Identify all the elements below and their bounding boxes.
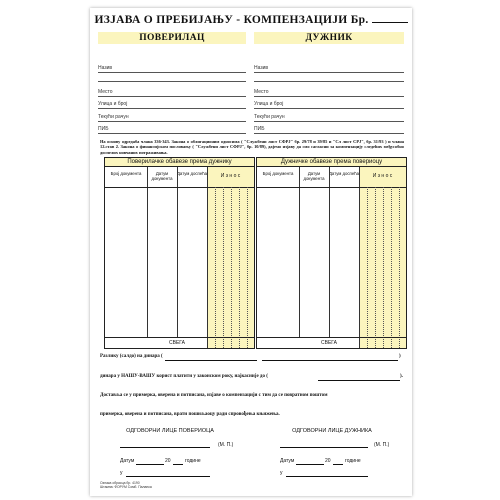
footer-form-code: Ознака обрасца бр. 4190	[100, 481, 140, 485]
creditor-total-label: СВЕГА	[169, 340, 185, 346]
footer-printer: Штампа: ФОРУМ Сомб. Паланка	[100, 485, 152, 489]
debtor-date-label: Датум	[280, 458, 295, 464]
debtor-year-suffix: године	[345, 458, 361, 464]
creditor-header: ПОВЕРИЛАЦ	[98, 32, 246, 44]
creditor-street-label: Улица и број	[98, 101, 128, 107]
creditor-dotted-2	[223, 187, 224, 348]
payment-deadline-blank[interactable]	[318, 380, 400, 381]
debtor-header: ДУЖНИК	[254, 32, 404, 44]
creditor-name-line[interactable]	[98, 72, 246, 73]
creditor-table-title: Поверилачке обавезе према дужнику	[105, 158, 254, 167]
creditor-divider-3	[207, 167, 208, 348]
legal-text: На основу одредаба члана 336-343. Закона о облигационим односима ( "Службени лист СФРЈ" бр. 29/78 и 39/85 и "Сл лист СРЈ", бр. 31/93 ) и члана 12.став 2. Закона о финансијском пословању ( "Службени лист СФРЈ", бр. 10/89), дајемо изјаву да смо сагласни за компензацију следећих међусобно доспелих новчаних потраживања.	[100, 139, 404, 155]
form-title	[90, 14, 412, 26]
debtor-total-label: СВЕГА	[321, 340, 337, 346]
creditor-date-label: Датум	[120, 458, 135, 464]
creditor-col-amount: И з н о с	[220, 173, 241, 179]
creditor-col-doc: Број документа	[110, 171, 142, 176]
debtor-place-blank[interactable]	[286, 476, 368, 477]
debtor-street-line[interactable]	[254, 108, 404, 109]
creditor-dotted-1	[215, 187, 216, 348]
debtor-col-doc: Број документа	[262, 171, 294, 176]
debtor-account-line[interactable]	[254, 121, 404, 122]
creditor-signatory-title: ОДГОВОРНИ ЛИЦЕ ПОВЕРИОЦА	[126, 428, 214, 434]
debtor-city-line[interactable]	[254, 96, 404, 97]
form-title-text: ИЗЈАВА О ПРЕБИЈАЊУ - КОМПЕНЗАЦИЈИ Бр.	[94, 14, 369, 26]
payment-line: динара у НАШУ-ВАШУ корист платити у законском року, најкасније до (	[100, 374, 268, 379]
form-number-blank[interactable]	[372, 22, 408, 23]
debtor-col-date: Датум документа	[303, 171, 325, 181]
creditor-place-label: у	[120, 470, 123, 476]
debtor-divider-1	[299, 167, 300, 337]
creditor-name-line-2[interactable]	[98, 81, 246, 82]
debtor-year-label: 20	[325, 458, 331, 464]
debtor-account-label: Текући рачун	[254, 114, 285, 120]
balance-close-paren: )	[399, 354, 401, 359]
creditor-divider-1	[147, 167, 148, 337]
debtor-signature-line[interactable]	[280, 447, 368, 448]
balance-words-blank[interactable]	[262, 360, 398, 361]
debtor-name-line-2[interactable]	[254, 81, 404, 82]
debtor-place-label: у	[280, 470, 283, 476]
creditor-place-blank[interactable]	[126, 476, 210, 477]
debtor-date-blank[interactable]	[296, 464, 324, 465]
debtor-year-blank[interactable]	[333, 464, 343, 465]
creditor-year-blank[interactable]	[173, 464, 183, 465]
payment-close: ).	[400, 374, 403, 379]
creditor-date-blank[interactable]	[136, 464, 164, 465]
debtor-col-amount: И з н о с	[372, 173, 393, 179]
debtor-city-label: Место	[254, 89, 269, 95]
creditor-city-label: Место	[98, 89, 113, 95]
creditor-col-due: Датум доспећа	[177, 171, 208, 176]
debtor-signatory-title: ОДГОВОРНИ ЛИЦЕ ДУЖНИКА	[292, 428, 372, 434]
debtor-divider-3	[359, 167, 360, 348]
debtor-pib-label: ПИБ	[254, 126, 265, 132]
debtor-col-due: Датум доспећа	[329, 171, 360, 176]
creditor-dotted-3	[231, 187, 232, 348]
balance-line-label: Разлику (салдо) на динара (	[100, 354, 163, 359]
debtor-name-line[interactable]	[254, 72, 404, 73]
form-sheet	[90, 8, 412, 496]
debtor-dotted-1	[367, 187, 368, 348]
creditor-stamp: (М. П.)	[218, 442, 234, 448]
creditor-street-line[interactable]	[98, 108, 246, 109]
form-footer	[100, 481, 152, 489]
delivery-line: Доставља се у примерка, оверена и потписана, изјаве о компензацији с тим да се повратном поштом	[100, 393, 328, 398]
creditor-col-date: Датум документа	[151, 171, 173, 181]
debtor-dotted-5	[399, 187, 400, 348]
creditor-year-suffix: године	[185, 458, 201, 464]
debtor-dotted-3	[383, 187, 384, 348]
debtor-pib-line[interactable]	[254, 133, 404, 134]
creditor-pib-label: ПИБ	[98, 126, 109, 132]
debtor-street-label: Улица и број	[254, 101, 284, 107]
creditor-city-line[interactable]	[98, 96, 246, 97]
debtor-obligations-table	[256, 157, 407, 349]
debtor-dotted-4	[391, 187, 392, 348]
debtor-name-label: Назив	[254, 65, 269, 71]
creditor-total-rule	[105, 337, 254, 338]
creditor-account-line[interactable]	[98, 121, 246, 122]
debtor-dotted-2	[375, 187, 376, 348]
creditor-pib-line[interactable]	[98, 133, 246, 134]
creditor-dotted-4	[239, 187, 240, 348]
creditor-dotted-5	[247, 187, 248, 348]
balance-amount-blank[interactable]	[165, 360, 257, 361]
creditor-obligations-table	[104, 157, 255, 349]
creditor-name-label: Назив	[98, 65, 113, 71]
debtor-divider-2	[329, 167, 330, 337]
creditor-divider-2	[177, 167, 178, 337]
debtor-stamp: (М. П.)	[374, 442, 390, 448]
creditor-year-label: 20	[165, 458, 171, 464]
debtor-table-title: Дужничке обавезе према повериоцу	[257, 158, 406, 167]
creditor-signature-line[interactable]	[120, 447, 210, 448]
debtor-total-rule	[257, 337, 406, 338]
creditor-account-label: Текући рачун	[98, 114, 129, 120]
return-line: примерка, оверена и потписана, врати пошиљаоцу ради спровођења књижења.	[100, 412, 280, 417]
